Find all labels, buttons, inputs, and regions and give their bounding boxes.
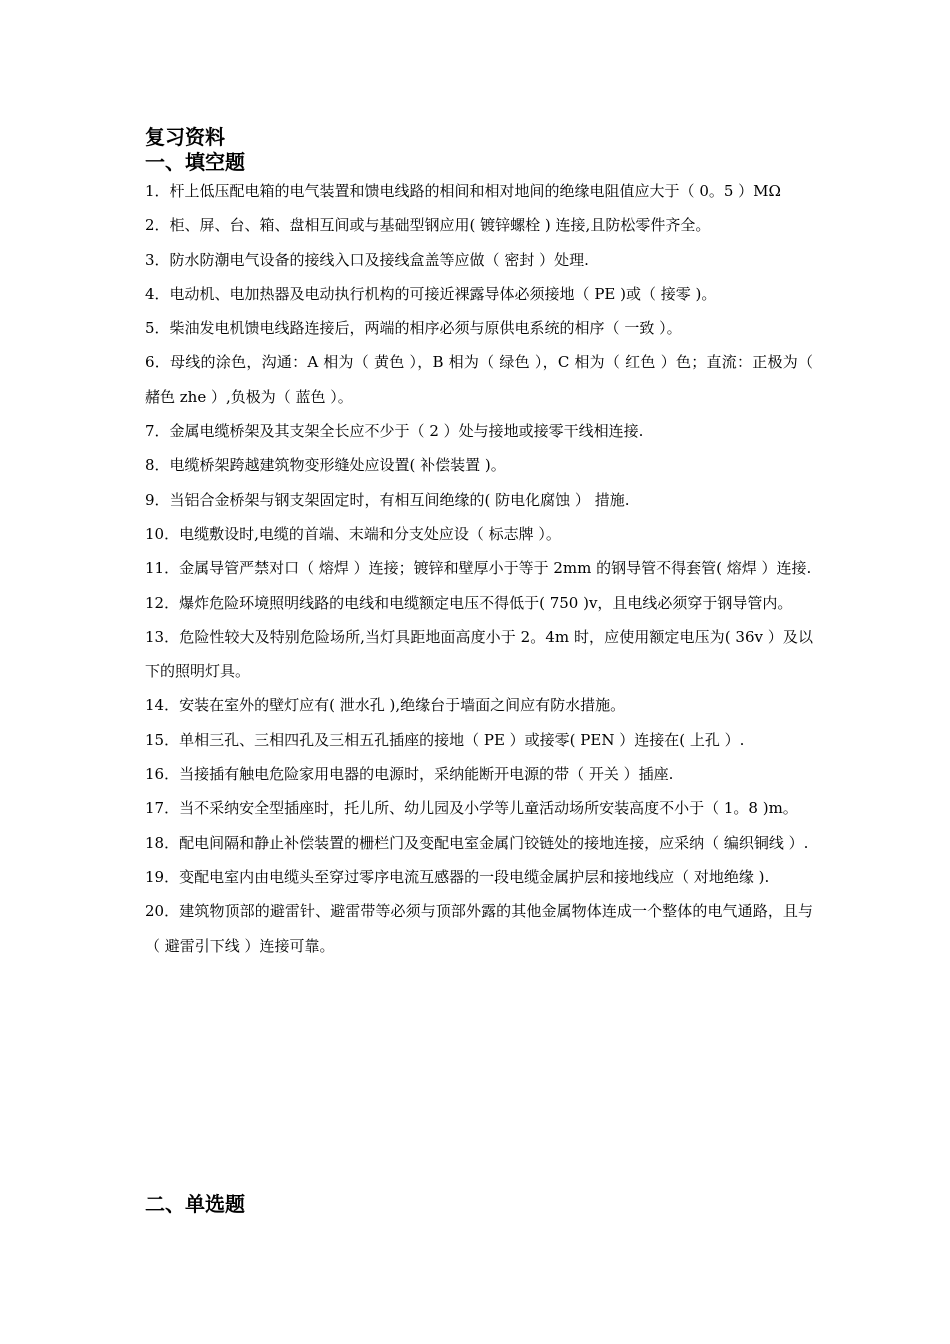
question-item: 11．金属导管严禁对口（ 熔焊 ）连接；镀锌和壁厚小于等于 2mm 的钢导管不得套管( 熔焊 ）连接. [145,559,812,578]
question-item: 12．爆炸危险环境照明线路的电线和电缆额定电压不得低于( 750 )v，且电线必须穿于钢导管内。 [145,593,793,612]
question-item: 1．杆上低压配电箱的电气装置和馈电线路的相间和相对地间的绝缘电阻值应大于（ 0。5 ）MΩ [145,182,781,200]
document-title: 复习资料 [145,125,225,149]
question-item: 4．电动机、电加热器及电动执行机构的可接近裸露导体必须接地（ PE )或（ 接零 )。 [145,284,717,303]
section-heading-fill-in: 一、填空题 [145,150,245,174]
question-item: 17．当不采纳安全型插座时，托儿所、幼儿园及小学等儿童活动场所安装高度不小于（ 1。8 )m。 [145,799,798,818]
question-item: 6．母线的涂色，沟通：A 相为（ 黄色 ），B 相为（ 绿色 ），C 相为（ 红色 ）色；直流：正极为（ 赭色 zhe ）,负极为（ 蓝色 ）。 [145,353,813,406]
question-item: 3．防水防潮电气设备的接线入口及接线盒盖等应做（ 密封 ）处理. [145,250,589,269]
question-item: 16．当接插有触电危险家用电器的电源时，采纳能断开电源的带（ 开关 ）插座. [145,765,674,784]
question-item: 2．柜、屏、台、箱、盘相互间或与基础型钢应用( 镀锌螺栓 ) 连接,且防松零件齐全。 [145,216,711,235]
question-item: 19．变配电室内由电缆头至穿过零序电流互感器的一段电缆金属护层和接地线应（ 对地绝缘 ). [145,867,770,886]
question-item: 7．金属电缆桥架及其支架全长应不少于（ 2 ）处与接地或接零干线相连接. [145,422,644,441]
question-item: 5．柴油发电机馈电线路连接后，两端的相序必须与原供电系统的相序（ 一致 ）。 [145,319,682,338]
section-heading-single-choice: 二、单选题 [145,1192,245,1216]
question-item: 13．危险性较大及特别危险场所,当灯具距地面高度小于 2。4m 时，应使用额定电压为( 36v ）及以下的照明灯具。 [145,627,813,681]
question-item: 18．配电间隔和静止补偿装置的栅栏门及变配电室金属门铰链处的接地连接，应采纳（ 编织铜线 ）. [145,833,809,852]
question-item: 15．单相三孔、三相四孔及三相五孔插座的接地（ PE ）或接零( PEN ）连接在( 上孔 ）. [145,730,745,749]
question-item: 8．电缆桥架跨越建筑物变形缝处应设置( 补偿装置 )。 [145,456,506,475]
question-item: 10．电缆敷设时,电缆的首端、末端和分支处应设（ 标志牌 ）。 [145,524,561,543]
question-item: 9．当铝合金桥架与钢支架固定时，有相互间绝缘的( 防电化腐蚀 ） 措施. [145,490,630,509]
question-list [145,174,813,963]
question-item: 14．安装在室外的壁灯应有( 泄水孔 ),绝缘台于墙面之间应有防水措施。 [145,696,626,715]
question-item: 20．建筑物顶部的避雷针、避雷带等必须与顶部外露的其他金属物体连成一个整体的电气通路，且与（ 避雷引下线 ）连接可靠。 [145,902,813,955]
